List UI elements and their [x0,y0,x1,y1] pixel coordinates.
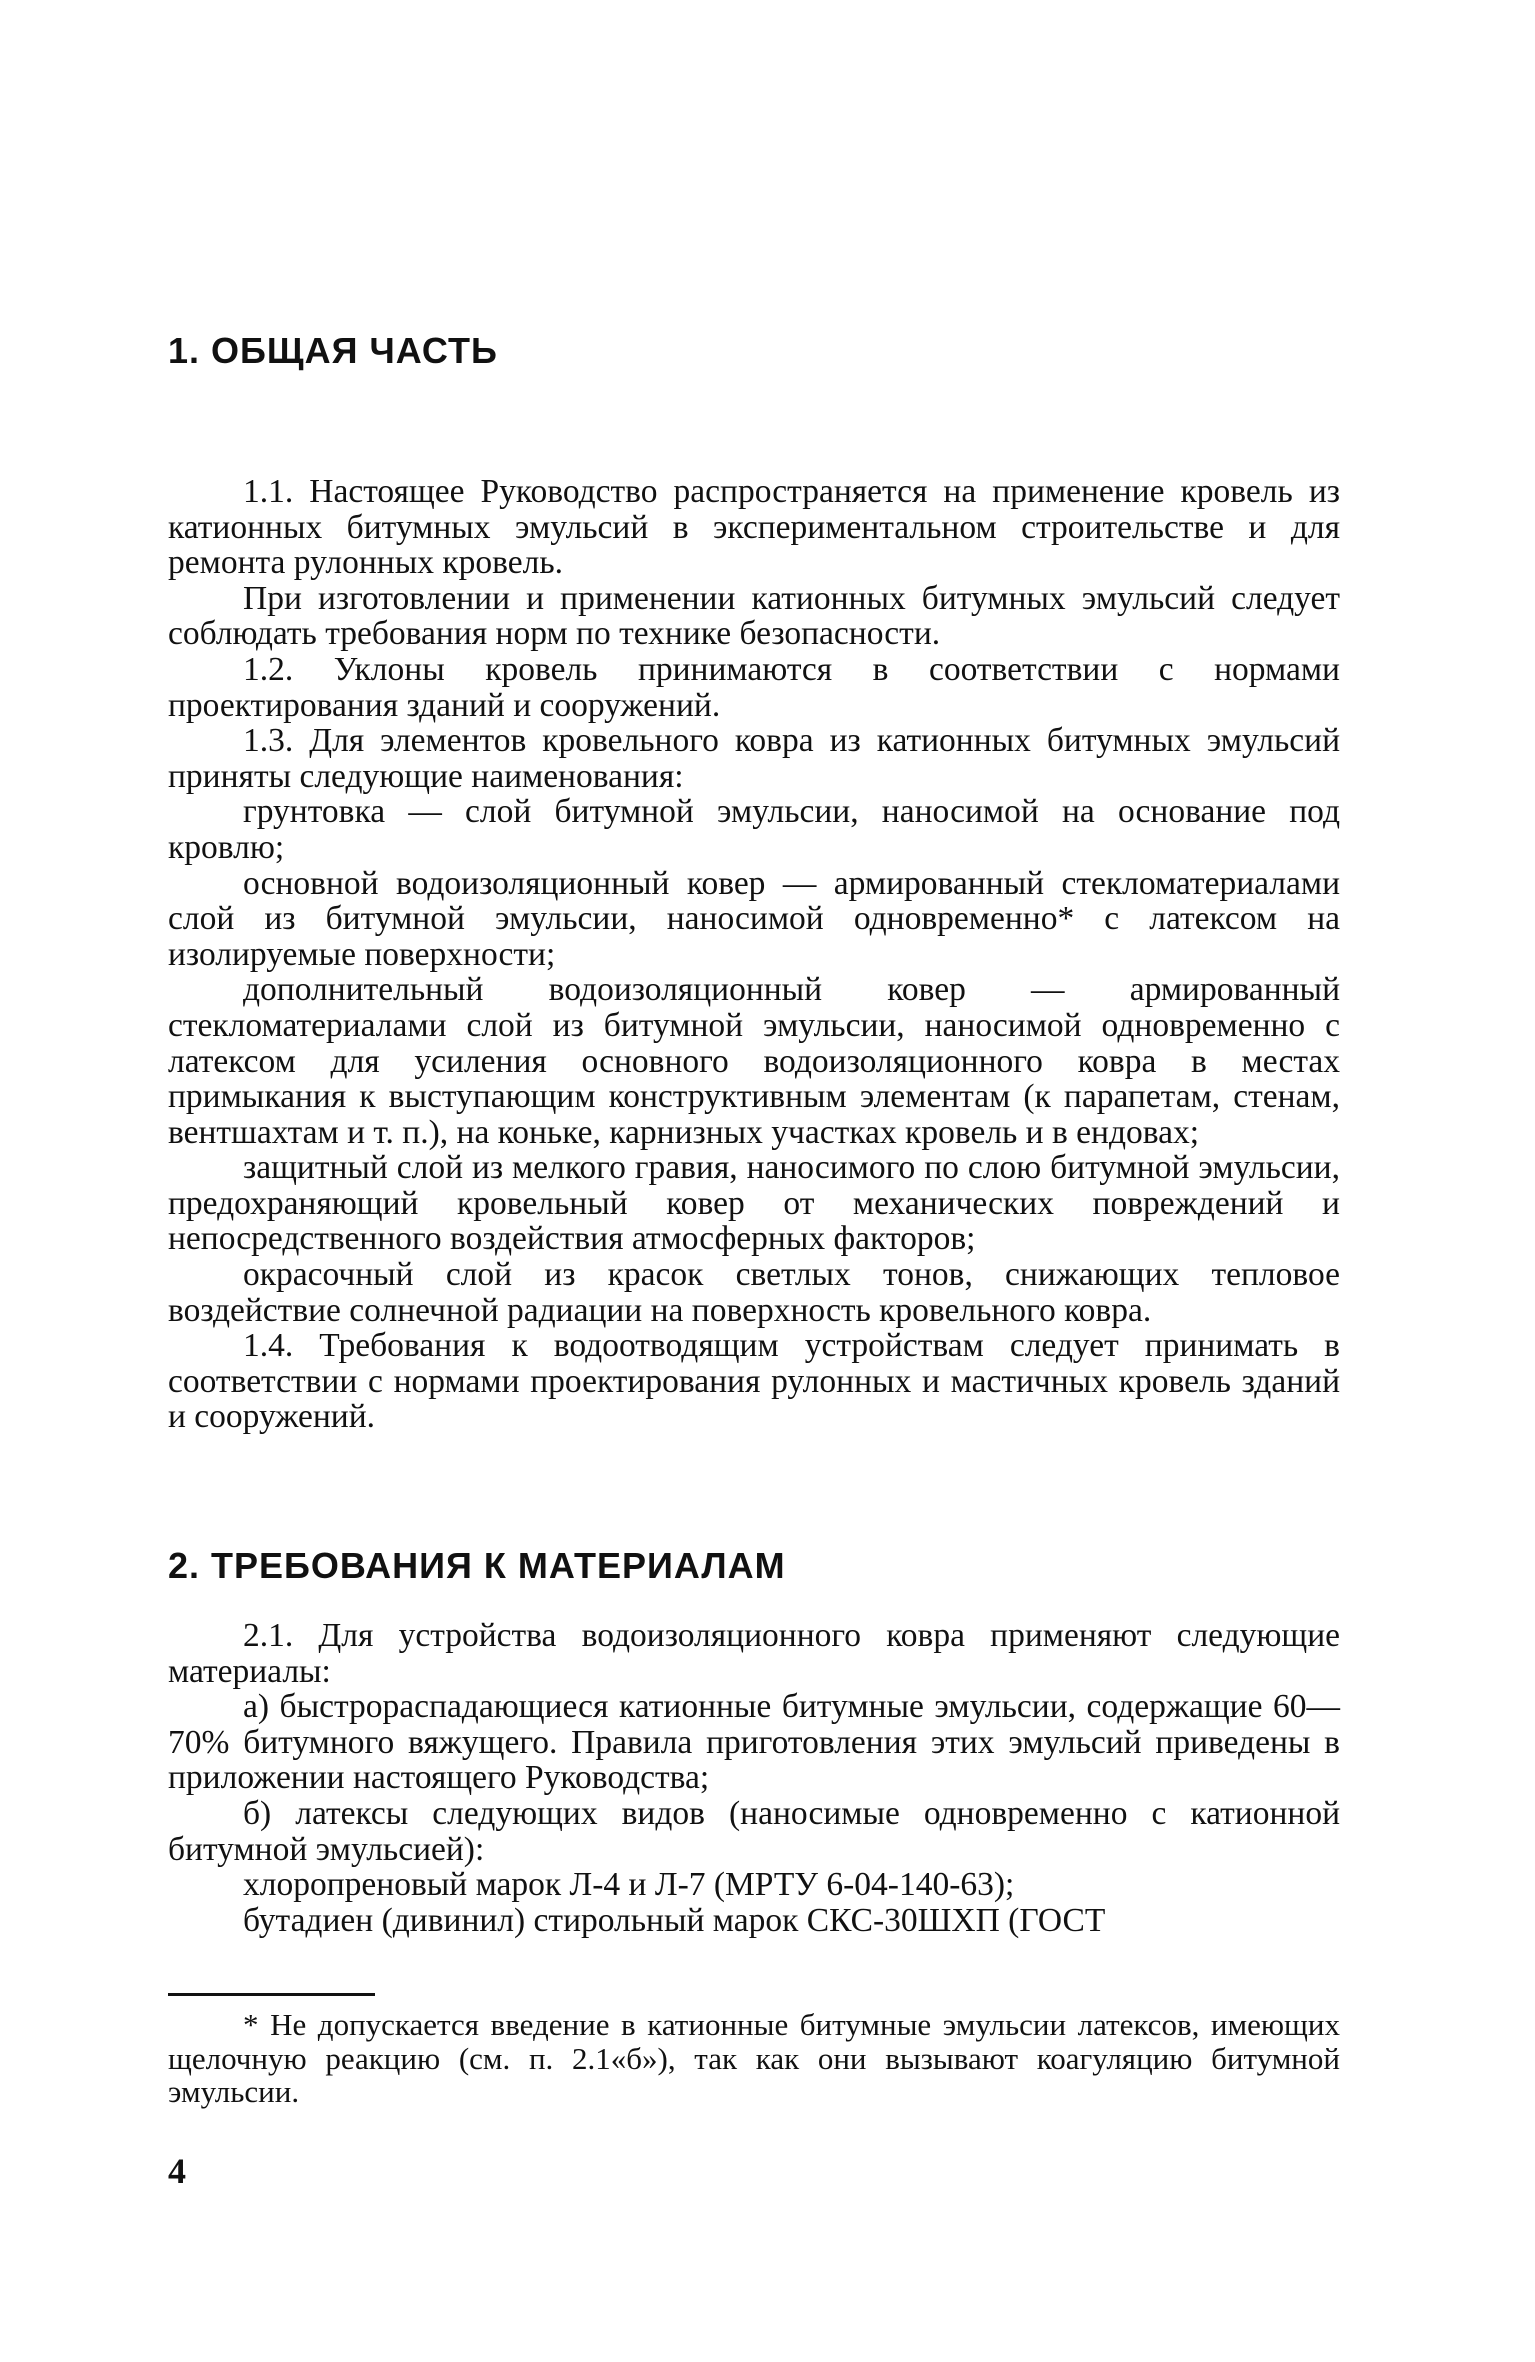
section-1-heading: 1. ОБЩАЯ ЧАСТЬ [168,330,498,371]
paragraph-2-1: 2.1. Для устройства водоизоляционного ковра применяют следующие материалы: [168,1617,1340,1690]
latex-chloroprene: хлоропреновый марок Л-4 и Л-7 (МРТУ 6-04-140-63); [243,1866,1015,1904]
latex-butadiene-styrene: бутадиен (дивинил) стирольный марок СКС-30ШХП (ГОСТ [243,1901,1106,1939]
definition-additional-carpet: дополнительный водоизоляционный ковер — армированный стекломатериалами слой из битумной эмульсии, наносимой одновременно с латексом для усиления основного водоизоляционного ковра в местах примыкания к выступающим конструктивным элементам (к парапетам, стенам, вентшахтам и т. п.), на коньке, карнизных участках кровель и в ендовах; [168,971,1340,1151]
definition-primer: грунтовка — слой битумной эмульсии, наносимой на основание под кровлю; [168,793,1340,866]
section-2-body [168,1618,1340,1938]
paragraph-1-4: 1.4. Требования к водоотводящим устройствам следует принимать в соответствии с нормами проектирования рулонных и мастичных кровель зданий и сооружений. [168,1327,1340,1436]
definition-main-carpet: основной водоизоляционный ковер — армированный стекломатериалами слой из битумной эмульсии, наносимой одновременно* с латексом на изолируемые поверхности; [168,864,1340,973]
definition-protective-layer: защитный слой из мелкого гравия, наносимого по слою битумной эмульсии, предохраняющий кровельный ковер от механических повреждений и непосредственного воздействия атмосферных факторов; [168,1149,1340,1258]
item-b-latexes: б) латексы следующих видов (наносимые одновременно с катионной битумной эмульсией): [168,1794,1340,1868]
definition-paint-layer: окрасочный слой из красок светлых тонов, снижающих тепловое воздействие солнечной радиации на поверхность кровельного ковра. [168,1256,1340,1329]
section-1-body [168,474,1340,1435]
paragraph-1-3: 1.3. Для элементов кровельного ковра из катионных битумных эмульсий приняты следующие наименования: [168,722,1340,795]
footnote: * Не допускается введение в катионные битумные эмульсии латексов, имеющих щелочную реакцию (см. п. 2.1«б»), так как они вызывают коагуляцию битумной эмульсии. [168,2007,1340,2109]
footnote-divider [168,1993,375,1996]
paragraph-1-1: 1.1. Настоящее Руководство распространяется на применение кровель из катионных битумных эмульсий в экспериментальном строительстве и для ремонта рулонных кровель. [168,473,1340,582]
paragraph-safety: При изготовлении и применении катионных битумных эмульсий следует соблюдать требования норм по технике безопасности. [168,579,1340,653]
item-a-emulsions: а) быстрораспадающиеся катионные битумные эмульсии, содержащие 60—70% битумного вяжущего. Правила приготовления этих эмульсий приведены в приложении настоящего Руководства; [168,1688,1340,1797]
page-number: 4 [168,2151,186,2191]
section-2-heading: 2. ТРЕБОВАНИЯ К МАТЕРИАЛАМ [168,1545,786,1586]
paragraph-1-2: 1.2. Уклоны кровель принимаются в соответствии с нормами проектирования зданий и сооружений. [168,650,1340,724]
